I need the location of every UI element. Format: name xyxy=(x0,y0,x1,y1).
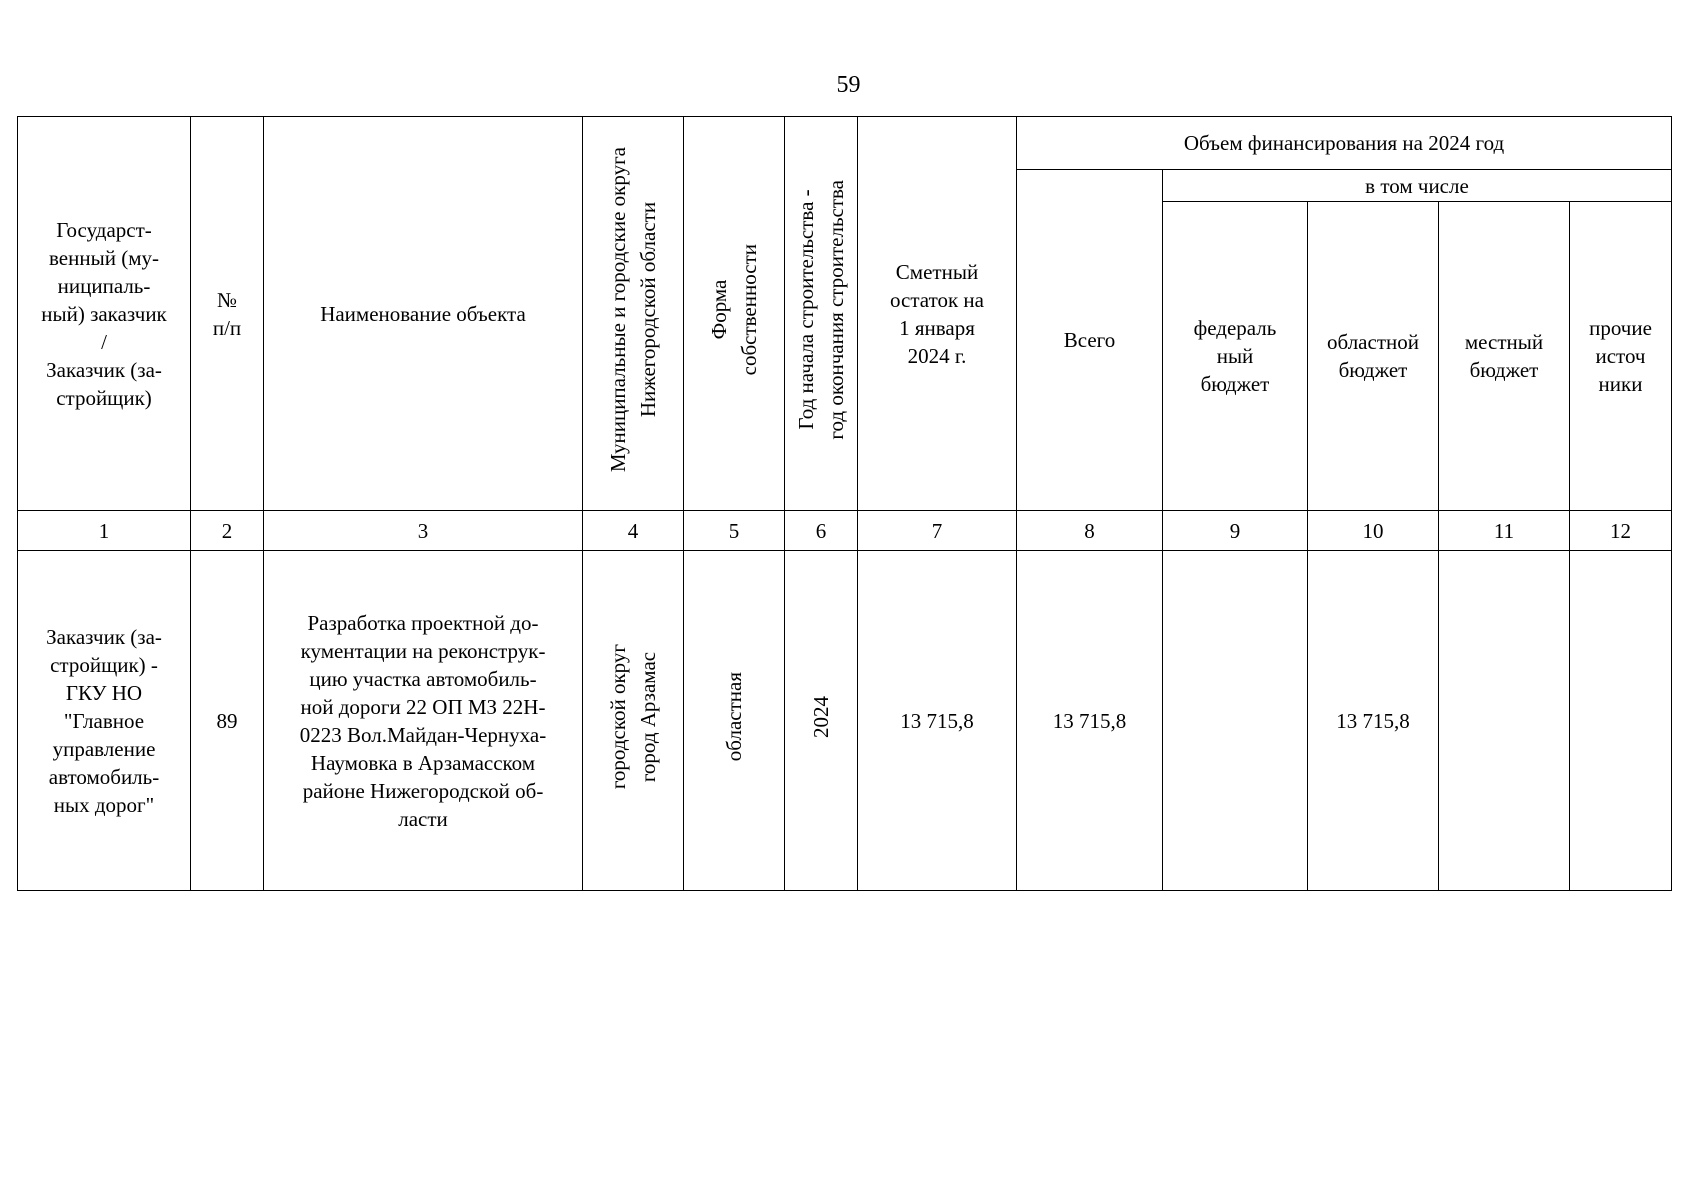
column-number: 2 xyxy=(191,511,264,551)
header-estimated-balance: Сметный остаток на 1 января 2024 г. xyxy=(858,117,1017,511)
column-number: 4 xyxy=(583,511,684,551)
column-number: 5 xyxy=(684,511,785,551)
row-years xyxy=(785,551,858,891)
row-ownership xyxy=(684,551,785,891)
header-total: Всего xyxy=(1017,170,1163,511)
column-number: 9 xyxy=(1163,511,1308,551)
column-number: 10 xyxy=(1308,511,1439,551)
header-funding-title: Объем финансирования на 2024 год xyxy=(1017,117,1672,170)
header-years-text: Год начала строительства - год окончания строительства xyxy=(794,180,848,440)
row-years-text: 2024 xyxy=(809,696,833,738)
column-number: 7 xyxy=(858,511,1017,551)
column-number: 3 xyxy=(264,511,583,551)
row-other-sources xyxy=(1570,551,1672,891)
row-federal-budget xyxy=(1163,551,1308,891)
header-ownership xyxy=(684,117,785,511)
row-ownership-text: областная xyxy=(722,672,746,762)
row-total: 13 715,8 xyxy=(1017,551,1163,891)
header-row-1 xyxy=(18,117,1672,170)
funding-table xyxy=(17,116,1672,891)
row-estimated-balance: 13 715,8 xyxy=(858,551,1017,891)
header-customer: Государст- венный (му- ниципаль- ный) заказчик / Заказчик (за- стройщик) xyxy=(18,117,191,511)
column-number-row xyxy=(18,511,1672,551)
header-other-sources: прочие источ ники xyxy=(1570,202,1672,511)
column-number: 8 xyxy=(1017,511,1163,551)
table-row xyxy=(18,551,1672,891)
column-number: 6 xyxy=(785,511,858,551)
row-regional-budget: 13 715,8 xyxy=(1308,551,1439,891)
header-ownership-text: Форма собственности xyxy=(707,244,761,376)
row-local-budget xyxy=(1439,551,1570,891)
column-number: 12 xyxy=(1570,511,1672,551)
header-district xyxy=(583,117,684,511)
row-number: 89 xyxy=(191,551,264,891)
header-district-text: Муниципальные и городские округа Нижегородской области xyxy=(606,147,660,473)
header-local-budget: местный бюджет xyxy=(1439,202,1570,511)
header-regional-budget: областной бюджет xyxy=(1308,202,1439,511)
header-federal-budget: федераль ный бюджет xyxy=(1163,202,1308,511)
column-number: 11 xyxy=(1439,511,1570,551)
page-number: 59 xyxy=(836,72,861,98)
row-object-name: Разработка проектной до- кументации на реконструк- цию участка автомобиль- ной дороги 22 ОП МЗ 22Н- 0223 Вол.Майдан-Чернуха- Наумовка в Арзамасском районе Нижегородской об- ласти xyxy=(264,551,583,891)
header-object-name: Наименование объекта xyxy=(264,117,583,511)
row-district xyxy=(583,551,684,891)
row-customer: Заказчик (за- стройщик) - ГКУ НО "Главное управление автомобиль- ных дорог" xyxy=(18,551,191,891)
row-district-text: городской округ город Арзамас xyxy=(606,644,660,790)
header-including: в том числе xyxy=(1163,170,1672,202)
column-number: 1 xyxy=(18,511,191,551)
header-number: № п/п xyxy=(191,117,264,511)
header-years xyxy=(785,117,858,511)
